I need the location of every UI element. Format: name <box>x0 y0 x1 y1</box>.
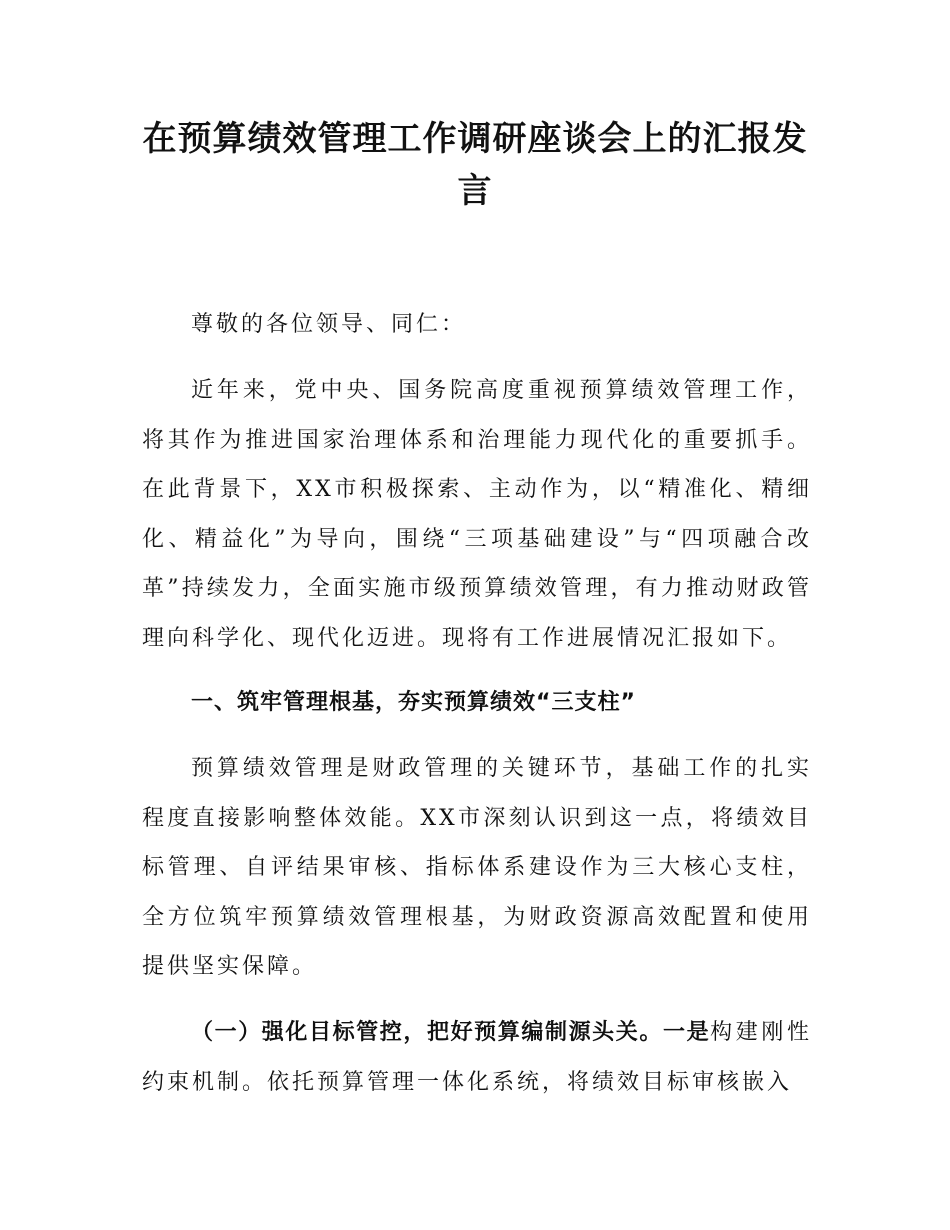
subsection-1-text: 构建刚性约束机制。依托预算管理一体化系统，将绩效目标审核嵌入 <box>142 1020 812 1095</box>
subsection-1-heading: （一）强化目标管控，把好预算编制源头关。 <box>191 1020 663 1045</box>
point-one-lead: 一是 <box>662 1020 711 1045</box>
subsection-1-paragraph <box>142 1008 812 1107</box>
document-title: 在预算绩效管理工作调研座谈会上的汇报发言 <box>142 119 808 211</box>
section-1-heading: 一、筑牢管理根基，夯实预算绩效“三支柱” <box>191 690 636 715</box>
salutation: 尊敬的各位领导、同仁： <box>191 312 467 337</box>
intro-paragraph: 近年来，党中央、国务院高度重视预算绩效管理工作，将其作为推进国家治理体系和治理能力现代化的重要抓手。在此背景下，XX市积极探索、主动作为，以“精准化、精细化、精益化”为导向，围绕“三项基础建设”与“四项融合改革”持续发力，全面实施市级预算绩效管理，有力推动财政管理向科学化、现代化迈进。现将有工作进展情况汇报如下。 <box>142 378 812 651</box>
section-1-paragraph: 预算绩效管理是财政管理的关键环节，基础工作的扎实程度直接影响整体效能。XX市深刻认识到这一点，将绩效目标管理、自评结果审核、指标体系建设作为三大核心支柱，全方位筑牢预算绩效管理根基，为财政资源高效配置和使用提供坚实保障。 <box>142 756 812 979</box>
